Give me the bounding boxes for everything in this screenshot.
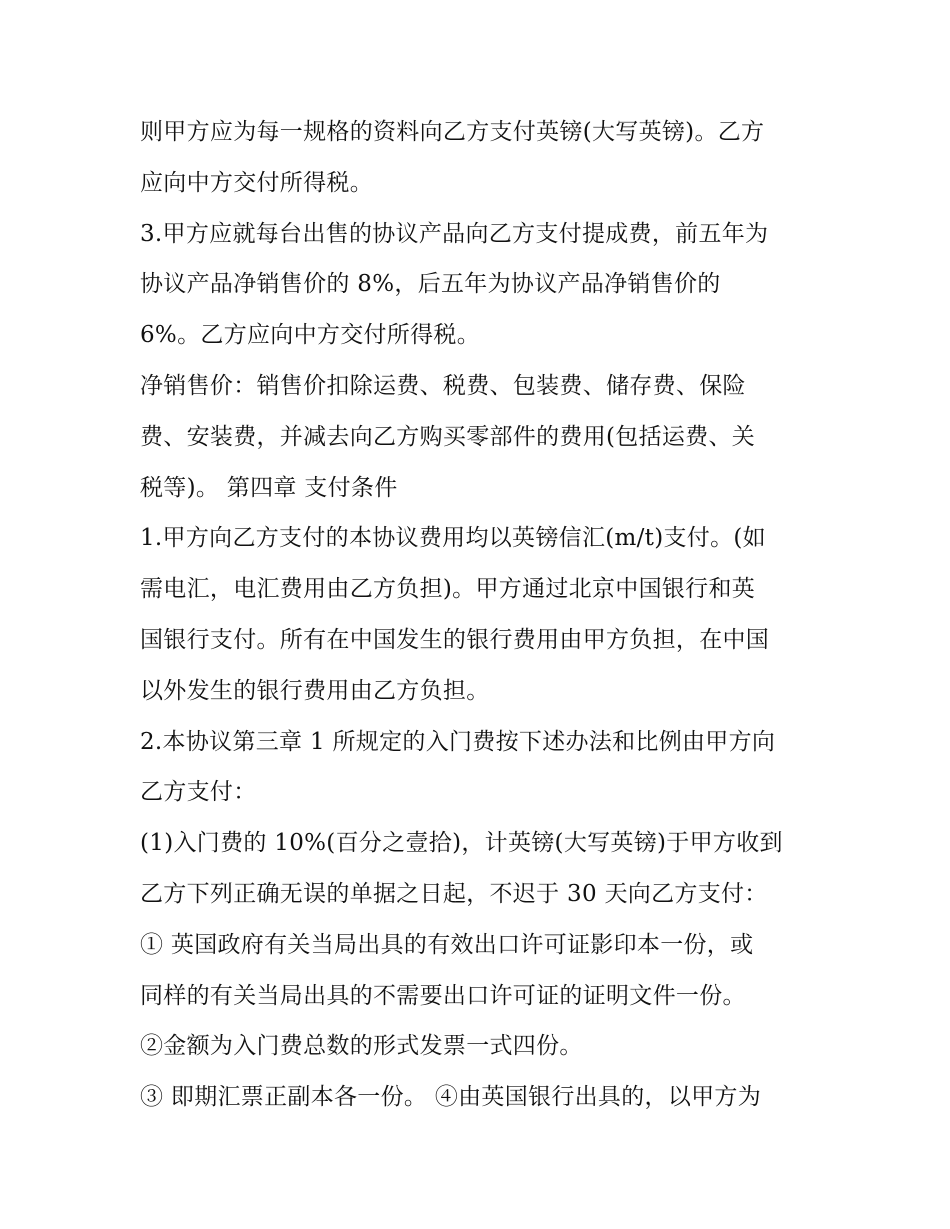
text-line: 同样的有关当局出具的不需要出口许可证的证明文件一份。 (140, 982, 746, 1009)
text-line: 净销售价：销售价扣除运费、税费、包装费、储存费、保险 (140, 372, 746, 399)
text-line: 协议产品净销售价的 8%，后五年为协议产品净销售价的 (140, 271, 721, 298)
text-line: ②金额为入门费总数的形式发票一式四份。 (140, 1033, 583, 1060)
text-line: ① 英国政府有关当局出具的有效出口许可证影印本一份，或 (140, 931, 754, 958)
text-line: 应向中方交付所得税。 (140, 169, 373, 196)
text-line: 费、安装费，并减去向乙方购买零部件的费用(包括运费、关 (140, 423, 756, 450)
text-line: 6%。乙方应向中方交付所得税。 (140, 322, 480, 349)
text-line: 需电汇，电汇费用由乙方负担)。甲方通过北京中国银行和英 (140, 576, 756, 603)
text-line: 乙方支付： (140, 779, 257, 806)
text-line: 国银行支付。所有在中国发生的银行费用由甲方负担，在中国 (140, 626, 770, 653)
text-line: 2.本协议第三章 1 所规定的入门费按下述办法和比例由甲方向 (140, 728, 776, 755)
text-line: 则甲方应为每一规格的资料向乙方支付英镑(大写英镑)。乙方 (140, 119, 765, 145)
document-body (140, 107, 830, 1123)
text-line: 1.甲方向乙方支付的本协议费用均以英镑信汇(m/t)支付。(如 (140, 525, 766, 552)
text-line: 3.甲方应就每台出售的协议产品向乙方支付提成费，前五年为 (140, 220, 769, 247)
text-line: 以外发生的银行费用由乙方负担。 (140, 677, 490, 704)
text-line: ③ 即期汇票正副本各一份。 ④由英国银行出具的，以甲方为 (140, 1084, 762, 1111)
text-line: 税等)。 第四章 支付条件 (140, 474, 398, 501)
text-line: 乙方下列正确无误的单据之日起，不迟于 30 天向乙方支付： (140, 880, 768, 907)
text-line: (1)入门费的 10%(百分之壹拾)，计英镑(大写英镑)于甲方收到 (140, 830, 783, 857)
